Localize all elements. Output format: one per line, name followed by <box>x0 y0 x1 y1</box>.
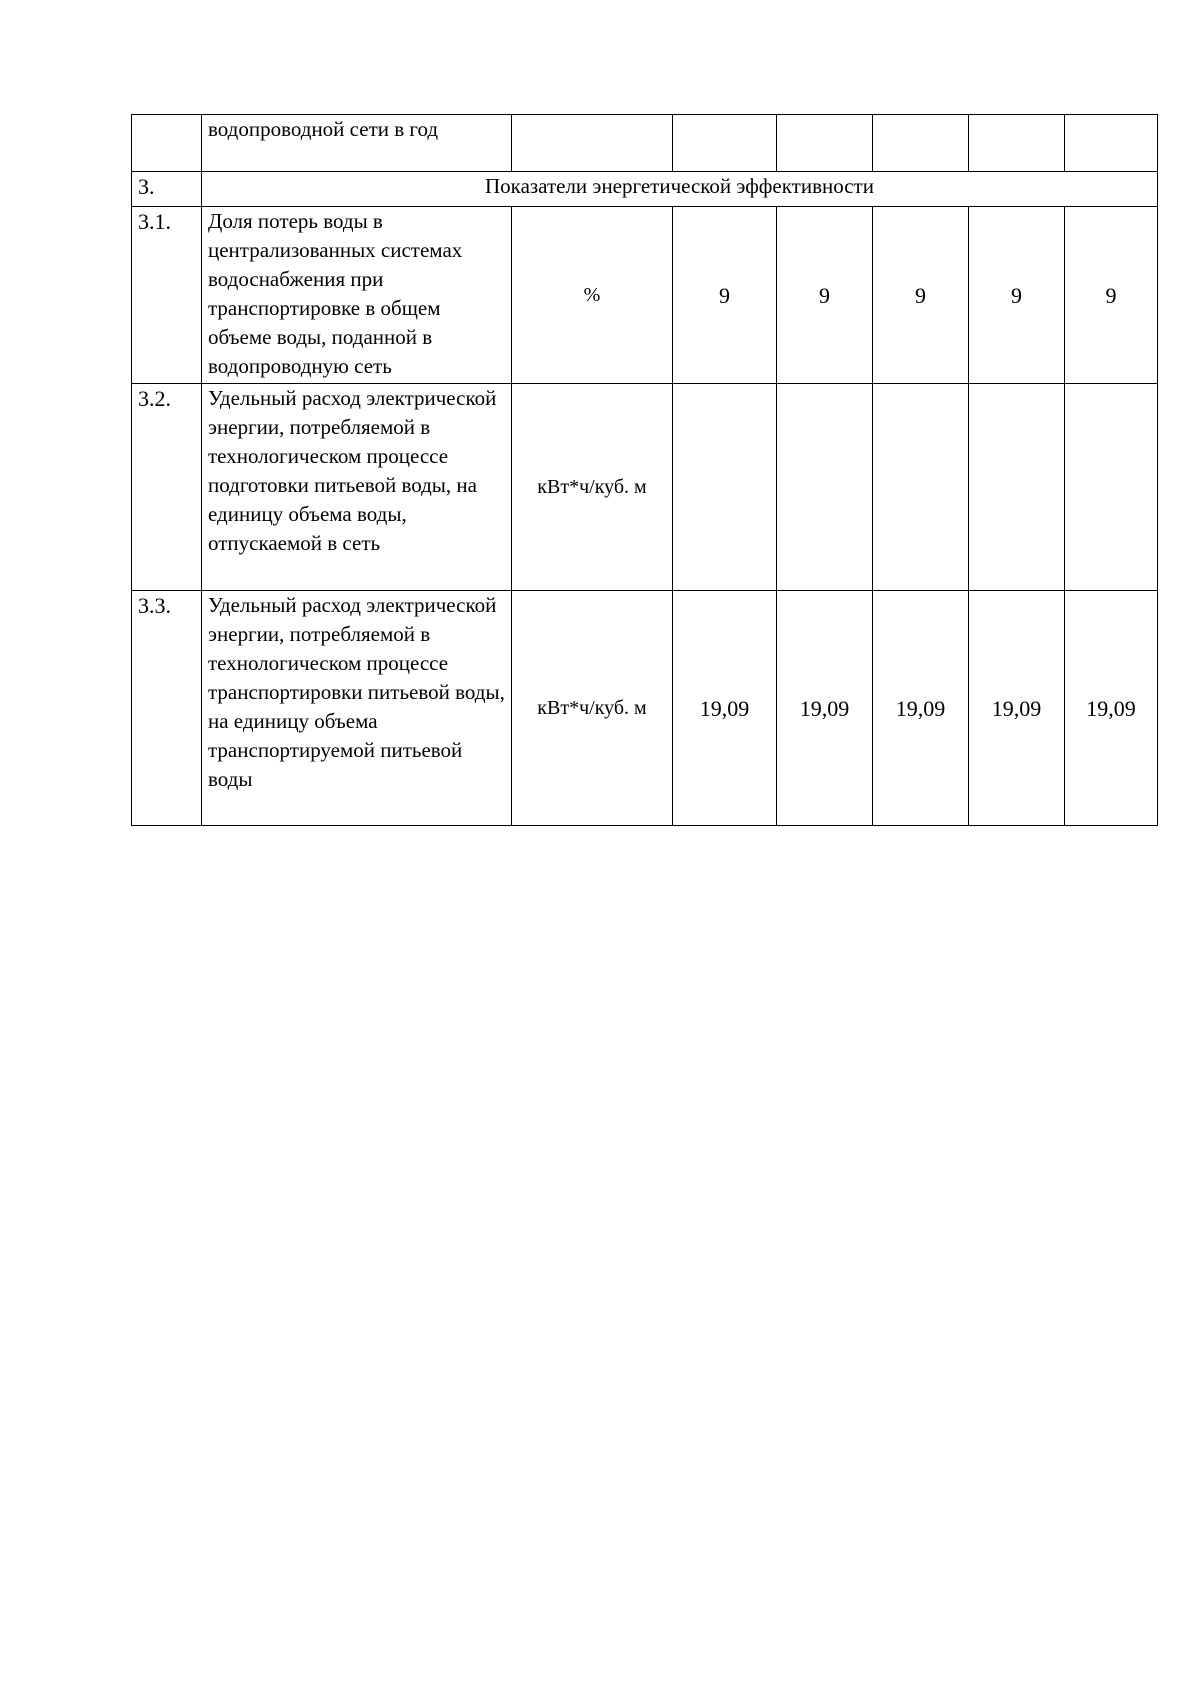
value-cell <box>873 115 969 172</box>
value-cell <box>969 384 1065 591</box>
indicator-name: Доля потерь воды в централизованных системах водоснабжения при транспортировке в общем объеме воды, поданной в водопроводную сеть <box>202 207 512 384</box>
indicator-name: Удельный расход электрической энергии, потребляемой в технологическом процессе транспортировки питьевой воды, на единицу объема транспортируемой питьевой воды <box>202 591 512 826</box>
value-cell: 19,09 <box>777 591 873 826</box>
unit-cell: кВт*ч/куб. м <box>512 591 673 826</box>
indicators-table <box>131 114 1158 826</box>
value-cell: 19,09 <box>673 591 777 826</box>
value-cell <box>673 115 777 172</box>
value-cell <box>777 115 873 172</box>
table-row <box>132 115 1158 172</box>
section-number: 3. <box>132 172 202 207</box>
value-cell <box>1065 384 1158 591</box>
row-number: 3.3. <box>132 591 202 826</box>
value-cell <box>1065 115 1158 172</box>
value-cell: 19,09 <box>969 591 1065 826</box>
value-cell: 19,09 <box>873 591 969 826</box>
value-cell <box>873 384 969 591</box>
value-cell <box>673 384 777 591</box>
unit-cell <box>512 115 673 172</box>
value-cell: 9 <box>673 207 777 384</box>
indicator-name: Удельный расход электрической энергии, потребляемой в технологическом процессе подготовки питьевой воды, на единицу объема воды, отпускаемой в сеть <box>202 384 512 591</box>
unit-cell: кВт*ч/куб. м <box>512 384 673 591</box>
value-cell <box>969 115 1065 172</box>
table-row <box>132 591 1158 826</box>
unit-cell: % <box>512 207 673 384</box>
row-number: 3.1. <box>132 207 202 384</box>
section-title: Показатели энергетической эффективности <box>202 172 1158 207</box>
value-cell: 9 <box>969 207 1065 384</box>
section-header-row <box>132 172 1158 207</box>
row-number <box>132 115 202 172</box>
indicator-name: водопроводной сети в год <box>202 115 512 172</box>
table-row <box>132 384 1158 591</box>
value-cell: 9 <box>777 207 873 384</box>
table-row <box>132 207 1158 384</box>
value-cell: 19,09 <box>1065 591 1158 826</box>
value-cell: 9 <box>1065 207 1158 384</box>
value-cell <box>777 384 873 591</box>
row-number: 3.2. <box>132 384 202 591</box>
value-cell: 9 <box>873 207 969 384</box>
